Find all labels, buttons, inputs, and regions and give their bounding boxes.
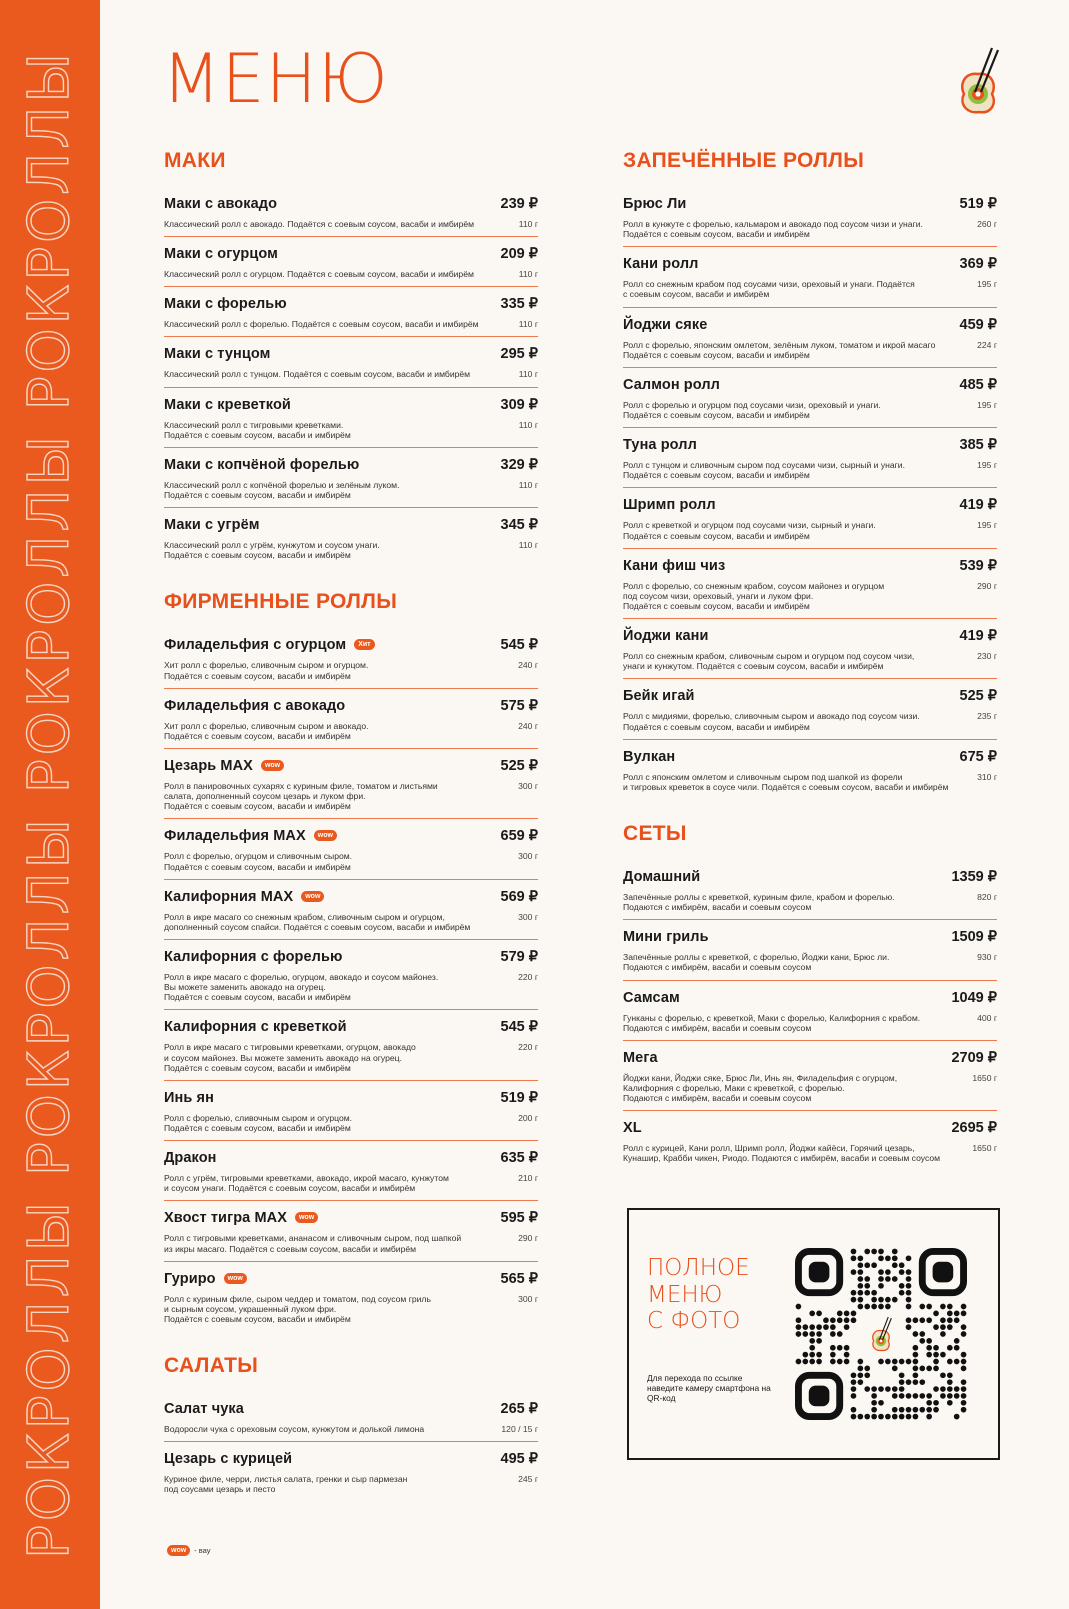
menu-item-weight: 224 г — [977, 339, 997, 350]
menu-item-weight: 110 г — [518, 269, 538, 280]
menu-item-price: 519 ₽ — [500, 1089, 538, 1106]
menu-item-name: Йоджи сяке — [623, 316, 708, 333]
menu-item-description: Ролл в кунжуте с форелью, кальмаром и авокадо под соусом чизи и унаги. Подаётся с соевым соусом, васаби и имбирём — [623, 219, 923, 240]
menu-item-weight: 240 г — [518, 660, 538, 671]
menu-item-description: Ролл с курицей, Кани ролл, Шримп ролл, Йоджи кайёси, Горячий цезарь, Кунашир, Крабби чикен, Риодо. Подаются с имбирём, васаби и соевым соусом — [623, 1143, 941, 1164]
menu-item-description: Классический ролл с огурцом. Подаётся с соевым соусом, васаби и имбирём — [164, 269, 474, 280]
menu-item-name: Домашний — [623, 868, 701, 885]
menu-item-price: 519 ₽ — [959, 196, 997, 212]
menu-item — [164, 508, 538, 567]
menu-item-price: 419 ₽ — [959, 497, 997, 514]
menu-item — [623, 920, 997, 980]
menu-list — [164, 628, 538, 1331]
menu-item-weight: 820 г — [977, 891, 997, 902]
menu-item-weight: 310 г — [977, 771, 997, 782]
menu-item-badge: wow — [301, 891, 324, 902]
menu-item-description: Классический ролл с авокадо. Подаётся с соевым соусом, васаби и имбирём — [164, 219, 475, 229]
section-title: СЕТЫ — [623, 821, 687, 845]
menu-item-name: Туна ролл — [623, 437, 697, 454]
menu-item-weight: 300 г — [518, 780, 538, 791]
menu-item-name: Маки с креветкой — [164, 396, 291, 413]
menu-item-name: Салмон ролл — [623, 376, 720, 393]
menu-item — [164, 448, 538, 508]
menu-item-price: 2695 ₽ — [951, 1120, 997, 1137]
menu-list — [623, 860, 997, 1171]
menu-item-description: Классический ролл с форелью. Подаётся с соевым соусом, васаби и имбирём — [164, 319, 479, 330]
menu-item-name: Гуриро — [164, 1270, 216, 1287]
menu-item-name: Бейк игай — [623, 688, 695, 705]
menu-item-price: 209 ₽ — [500, 246, 538, 263]
menu-item-price: 539 ₽ — [959, 557, 997, 574]
menu-item-price: 369 ₽ — [959, 256, 997, 273]
menu-item-description: Классический ролл с тигровыми креветками. Подаётся с соевым соусом, васаби и имбирём — [164, 419, 351, 440]
menu-item-name: Самсам — [623, 989, 680, 1006]
menu-item-description: Хит ролл с форелью, сливочным сыром и авокадо. Подаётся с соевым соусом, васаби и имбирём — [164, 720, 369, 741]
menu-item — [623, 740, 997, 799]
menu-item-weight: 195 г — [977, 520, 997, 531]
menu-item-description: Ролл в икре масаго с форелью, огурцом, авокадо и соусом майонез. Вы можете заменить авокадо на огурец. Подаётся с соевым соусом, васаби и имбирём — [164, 971, 439, 1003]
menu-item-price: 345 ₽ — [500, 517, 538, 534]
menu-item-name: Йоджи кани — [623, 628, 709, 645]
menu-item-price: 595 ₽ — [500, 1210, 538, 1227]
menu-item-name: Шримп ролл — [623, 497, 716, 514]
menu-item-weight: 110 г — [518, 219, 538, 229]
menu-item-price: 485 ₽ — [959, 376, 997, 393]
menu-item-description: Ролл с японским омлетом и сливочным сыром под шапкой из форели и тигровых креветок в соусе чили. Подаётся с соевым соусом, васаби и имбирём — [623, 771, 949, 792]
menu-item-description: Гунканы с форелью, с креветкой, Маки с форелью, Калифорния с крабом. Подаются с имбирём, васаби и соевым соусом — [623, 1012, 921, 1033]
menu-item — [623, 981, 997, 1041]
menu-item-price: 1049 ₽ — [951, 989, 997, 1006]
menu-item-description: Ролл с куриным филе, сыром чеддер и томатом, под соусом гриль и сырным соусом, украшенный луком фри. Подаётся с соевым соусом, васаби и имбирём — [164, 1293, 431, 1324]
menu-item-name: Цезарь MAX — [164, 757, 253, 774]
menu-item-name: Цезарь с курицей — [164, 1451, 293, 1468]
menu-item — [164, 337, 538, 387]
menu-item — [164, 880, 538, 940]
menu-item-description: Ролл с форелью, японским омлетом, зелёным луком, томатом и икрой масаго Подаётся с соевым соусом, васаби и имбирём — [623, 339, 936, 360]
menu-item — [164, 1081, 538, 1141]
menu-item-price: 579 ₽ — [500, 948, 538, 965]
menu-item-name: Калифорния с форелью — [164, 948, 343, 965]
menu-item — [164, 1141, 538, 1201]
menu-item-name: XL — [623, 1120, 642, 1137]
menu-item — [164, 749, 538, 819]
menu-item-name: Филадельфия MAX — [164, 828, 306, 845]
menu-item-price: 545 ₽ — [500, 637, 538, 654]
menu-item — [623, 1041, 997, 1111]
menu-item-weight: 235 г — [977, 711, 997, 722]
menu-item-weight: 110 г — [518, 540, 538, 551]
menu-item-name: Мини гриль — [623, 929, 709, 946]
menu-item — [623, 619, 997, 679]
menu-item — [623, 1111, 997, 1170]
menu-item — [623, 308, 997, 368]
menu-item-description: Ролл с форелью и огурцом под соусами чизи, ореховый и унаги. Подаётся с соевым соусом, васаби и имбирём — [623, 399, 881, 420]
menu-item — [164, 287, 538, 337]
menu-item-description: Ролл с тигровыми креветками, ананасом и сливочным сыром, под шапкой из икры масаго. Подаётся с соевым соусом, васаби и имбирём — [164, 1233, 462, 1254]
menu-item-weight: 240 г — [518, 720, 538, 731]
menu-item-price: 525 ₽ — [959, 688, 997, 705]
menu-item-weight: 120 / 15 г — [501, 1424, 538, 1435]
page-title: МЕНЮ — [162, 40, 389, 119]
menu-item-weight: 300 г — [518, 911, 538, 922]
menu-item — [164, 1010, 538, 1080]
left-column — [164, 150, 538, 1525]
qr-promo-card — [627, 1208, 1000, 1460]
guitar-sushi-logo — [955, 44, 1001, 116]
badge-legend — [167, 1545, 211, 1556]
menu-item-name: Салат чука — [164, 1401, 244, 1418]
menu-item-weight: 245 г — [518, 1474, 538, 1485]
menu-item — [623, 488, 997, 548]
menu-item-price: 239 ₽ — [500, 196, 538, 212]
menu-item-description: Классический ролл с тунцом. Подаётся с соевым соусом, васаби и имбирём — [164, 369, 471, 380]
menu-item-name: Маки с тунцом — [164, 346, 271, 363]
menu-item-price: 385 ₽ — [959, 437, 997, 454]
right-column — [623, 150, 997, 1195]
menu-item-price: 329 ₽ — [500, 456, 538, 473]
qr-code-icon[interactable] — [795, 1248, 967, 1420]
sidebar-brand-text: РОКРОЛЛЫ РОКРОЛЛЫ РОКРОЛЛЫ РОКРОЛЛЫ — [17, 49, 82, 1559]
menu-item-name: Маки с огурцом — [164, 246, 278, 263]
menu-item — [164, 940, 538, 1010]
section-title: ФИРМЕННЫЕ РОЛЛЫ — [164, 590, 398, 614]
menu-item-price: 419 ₽ — [959, 628, 997, 645]
menu-item-description: Классический ролл с копчёной форелью и зелёным луком. Подаётся с соевым соусом, васаби и имбирём — [164, 479, 400, 500]
menu-item-description: Запечённые роллы с креветкой, с форелью, Йоджи кани, Брюс ли. Подаются с имбирём, васаби и соевым соусом — [623, 952, 890, 973]
menu-item-name: Калифорния MAX — [164, 888, 294, 905]
menu-item — [164, 689, 538, 749]
menu-item-weight: 110 г — [518, 319, 538, 330]
menu-item — [164, 1262, 538, 1331]
menu-item-price: 525 ₽ — [500, 757, 538, 774]
menu-item-name: Маки с форелью — [164, 296, 287, 313]
menu-item-description: Ролл с форелью, огурцом и сливочным сыром. Подаётся с соевым соусом, васаби и имбирём — [164, 851, 353, 872]
menu-item-weight: 1650 г — [972, 1072, 997, 1083]
menu-item-weight: 300 г — [518, 851, 538, 862]
menu-item-price: 1359 ₽ — [951, 868, 997, 885]
menu-item-description: Ролл с форелью, сливочным сыром и огурцом. Подаётся с соевым соусом, васаби и имбирём — [164, 1112, 353, 1133]
menu-item-description: Ролл с угрём, тигровыми креветками, авокадо, икрой масаго, кунжутом и соусом унаги. Подаётся с соевым соусом, васаби и имбирём — [164, 1173, 449, 1194]
menu-item — [164, 237, 538, 287]
menu-item-name: Калифорния с креветкой — [164, 1019, 347, 1036]
menu-item-description: Ролл в икре масаго с тигровыми креветками, огурцом, авокадо и соусом майонез. Вы можете заменить авокадо на огурец. Подаётся с соевым соусом, васаби и имбирём — [164, 1042, 416, 1073]
menu-item-price: 545 ₽ — [500, 1019, 538, 1036]
menu-item-description: Ролл в панировочных сухарях с куриным филе, томатом и листьями салата, дополненный соусом цезарь и луком фри. Подаётся с соевым соусом, васаби и имбирём — [164, 780, 438, 812]
menu-item-name: Мега — [623, 1049, 658, 1066]
menu-item-price: 675 ₽ — [959, 748, 997, 765]
menu-item-name: Брюс Ли — [623, 196, 687, 212]
menu-item-weight: 230 г — [977, 651, 997, 662]
menu-item-badge: wow — [261, 760, 284, 771]
section-maki — [164, 150, 538, 567]
menu-item-weight: 260 г — [977, 219, 997, 229]
menu-item-badge: Хит — [354, 639, 374, 650]
menu-item-name: Маки с копчёной форелью — [164, 456, 360, 473]
menu-item-name: Инь ян — [164, 1089, 214, 1106]
menu-item-description: Ролл в икре масаго со снежным крабом, сливочным сыром и огурцом, дополненный соусом спайси. Подаётся с соевым соусом, васаби и имбирём — [164, 911, 471, 932]
menu-item-badge: wow — [295, 1212, 318, 1223]
menu-item — [164, 1442, 538, 1501]
menu-item-weight: 400 г — [977, 1012, 997, 1023]
menu-item-price: 335 ₽ — [500, 296, 538, 313]
menu-list — [164, 187, 538, 567]
menu-item-description: Хит ролл с форелью, сливочным сыром и огурцом. Подаётся с соевым соусом, васаби и имбирём — [164, 660, 369, 681]
menu-item-name: Маки с угрём — [164, 517, 260, 534]
menu-item — [164, 187, 538, 237]
menu-item-badge: wow — [314, 830, 337, 841]
section-salads — [164, 1355, 538, 1501]
menu-item-weight: 300 г — [518, 1293, 538, 1304]
section-sets — [623, 823, 997, 1171]
menu-item — [164, 628, 538, 688]
menu-item — [623, 428, 997, 488]
menu-item — [623, 679, 997, 739]
menu-item-name: Филадельфия с огурцом — [164, 637, 347, 654]
menu-item-description: Йоджи кани, Йоджи сяке, Брюс Ли, Инь ян, Филадельфия с огурцом, Калифорния с форелью, Маки с креветкой, с форелью. Подаются с имбирём, васаби и соевым соусом — [623, 1072, 898, 1104]
menu-item-weight: 200 г — [518, 1112, 538, 1123]
menu-item-price: 1509 ₽ — [951, 929, 997, 946]
menu-list — [164, 1392, 538, 1501]
menu-item-weight: 290 г — [977, 580, 997, 591]
legend-badge: wow — [167, 1545, 190, 1556]
menu-item-price: 565 ₽ — [500, 1270, 538, 1287]
menu-item — [623, 368, 997, 428]
menu-item-description: Водоросли чука с ореховым соусом, кунжутом и долькой лимона — [164, 1424, 425, 1435]
menu-item — [164, 388, 538, 448]
menu-item-weight: 1650 г — [972, 1143, 997, 1154]
menu-item — [164, 819, 538, 879]
menu-item-description: Ролл с форелью, со снежным крабом, соусом майонез и огурцом под соусом чизи, ореховый, унаги и луком фри. Подаётся с соевым соусом, васаби и имбирём — [623, 580, 885, 611]
menu-item-weight: 110 г — [518, 419, 538, 430]
menu-item-weight: 110 г — [518, 369, 538, 380]
menu-item-name: Маки с авокадо — [164, 196, 278, 212]
menu-item — [164, 1392, 538, 1442]
menu-item-price: 635 ₽ — [500, 1150, 538, 1167]
menu-item-price: 295 ₽ — [500, 346, 538, 363]
menu-item-name: Кани ролл — [623, 256, 699, 273]
menu-item-weight: 210 г — [518, 1173, 538, 1184]
menu-item-weight: 195 г — [977, 399, 997, 410]
menu-item-price: 2709 ₽ — [951, 1049, 997, 1066]
menu-list — [623, 187, 997, 799]
menu-item-price: 265 ₽ — [500, 1401, 538, 1418]
menu-item-description: Запечённые роллы с креветкой, куриным филе, крабом и форелью. Подаются с имбирём, васаби и соевым соусом — [623, 891, 895, 913]
menu-item-description: Ролл с тунцом и сливочным сыром под соусами чизи, сырный и унаги. Подаётся с соевым соусом, васаби и имбирём — [623, 460, 905, 481]
menu-item-weight: 220 г — [518, 971, 538, 982]
menu-item — [164, 1201, 538, 1261]
menu-item-description: Куриное филе, черри, листья салата, гренки и сыр пармезан под соусами цезарь и песто — [164, 1474, 408, 1495]
menu-item-name: Кани фиш чиз — [623, 557, 726, 574]
menu-item-description: Ролл со снежным крабом, сливочным сыром и огурцом под соусом чизи, унаги и кунжутом. Подаётся с соевым соусом, васаби и имбирём — [623, 651, 915, 672]
menu-item-weight: 110 г — [518, 479, 538, 490]
menu-item-name: Дракон — [164, 1150, 217, 1167]
menu-item-description: Классический ролл с угрём, кунжутом и соусом унаги. Подаётся с соевым соусом, васаби и имбирём — [164, 540, 380, 561]
menu-item-price: 309 ₽ — [500, 396, 538, 413]
menu-item-name: Филадельфия с авокадо — [164, 697, 346, 714]
menu-item-description: Ролл с мидиями, форелью, сливочным сыром и авокадо под соусом чизи. Подаётся с соевым соусом, васаби и имбирём — [623, 711, 920, 732]
menu-item-price: 495 ₽ — [500, 1451, 538, 1468]
menu-item-price: 459 ₽ — [959, 316, 997, 333]
menu-item-weight: 195 г — [977, 460, 997, 471]
menu-item-description: Ролл с креветкой и огурцом под соусами чизи, сырный и унаги. Подаётся с соевым соусом, васаби и имбирём — [623, 520, 876, 541]
menu-item-name: Вулкан — [623, 748, 676, 765]
menu-item-weight: 220 г — [518, 1042, 538, 1053]
qr-title: ПОЛНОЕ МЕНЮ С ФОТО — [647, 1255, 750, 1335]
menu-item — [623, 860, 997, 920]
menu-item — [623, 247, 997, 307]
menu-item-price: 569 ₽ — [500, 888, 538, 905]
menu-item-price: 659 ₽ — [500, 828, 538, 845]
menu-item-weight: 930 г — [977, 952, 997, 963]
menu-item-badge: wow — [224, 1273, 247, 1284]
section-title: МАКИ — [164, 149, 226, 172]
qr-hint: Для перехода по ссылке наведите камеру смартфона на QR-код — [647, 1373, 771, 1403]
section-title: ЗАПЕЧЁННЫЕ РОЛЛЫ — [623, 149, 865, 172]
section-baked-rolls — [623, 150, 997, 799]
sidebar-band — [0, 0, 100, 1609]
legend-text: - вау — [194, 1546, 211, 1555]
section-signature-rolls — [164, 591, 538, 1331]
section-title: САЛАТЫ — [164, 1354, 259, 1378]
menu-item-weight: 195 г — [977, 279, 997, 290]
menu-item-weight: 290 г — [518, 1233, 538, 1244]
menu-item-price: 575 ₽ — [500, 697, 538, 714]
menu-item-name: Хвост тигра MAX — [164, 1210, 287, 1227]
menu-item-description: Ролл со снежным крабом под соусами чизи, ореховый и унаги. Подаётся с соевым соусом, васаби и имбирём — [623, 279, 915, 300]
menu-item — [623, 549, 997, 619]
menu-item — [623, 187, 997, 247]
